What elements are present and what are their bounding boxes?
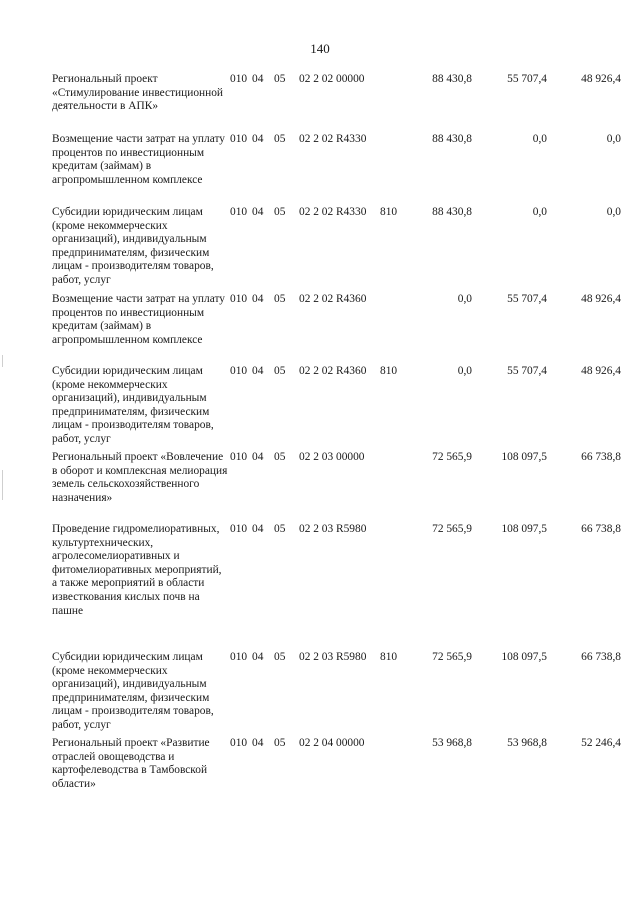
cell-glava: 010 (230, 133, 248, 145)
row-name: Региональный проект «Вовлечение в оборот и комплексная мелиорация земель сельскохозяйственного назначения» (52, 451, 228, 504)
cell-value-1: 88 430,8 (432, 133, 472, 145)
cell-csr: 02 2 02 R4330 (299, 206, 367, 218)
cell-pr: 05 (274, 133, 286, 145)
cell-value-3: 48 926,4 (581, 365, 621, 377)
cell-value-3: 66 738,8 (581, 651, 621, 663)
cell-value-1: 72 565,9 (432, 651, 472, 663)
cell-rz: 04 (252, 651, 264, 663)
margin-mark (2, 470, 3, 500)
cell-csr: 02 2 03 00000 (299, 451, 365, 463)
row-name: Возмещение части затрат на уплату процентов по инвестиционным кредитам (займам) в агропромышленном комплексе (52, 293, 225, 346)
row-name: Региональный проект «Стимулирование инвестиционной деятельности в АПК» (52, 73, 224, 113)
cell-value-2: 108 097,5 (501, 451, 547, 463)
cell-value-2: 108 097,5 (501, 651, 547, 663)
cell-pr: 05 (274, 523, 286, 535)
cell-vr: 810 (380, 365, 398, 377)
cell-value-1: 88 430,8 (432, 206, 472, 218)
cell-value-3: 66 738,8 (581, 523, 621, 535)
cell-rz: 04 (252, 451, 264, 463)
cell-csr: 02 2 04 00000 (299, 737, 365, 749)
cell-value-1: 0,0 (457, 365, 472, 377)
cell-rz: 04 (252, 293, 264, 305)
cell-value-3: 66 738,8 (581, 451, 621, 463)
cell-value-2: 0,0 (532, 133, 547, 145)
cell-vr: 810 (380, 206, 398, 218)
row-name: Проведение гидромелиоративных, культуртехнических, агролесомелиоративных и фитомелиоративных мероприятий, а также мероприятий в области известкования кислых почв на пашне (52, 523, 222, 617)
cell-csr: 02 2 03 R5980 (299, 523, 367, 535)
cell-csr: 02 2 02 R4330 (299, 133, 367, 145)
cell-vr: 810 (380, 651, 398, 663)
row-name: Субсидии юридическим лицам (кроме некоммерческих организаций), индивидуальным предпринимателям, физическим лицам - производителям товаров, работ, услуг (52, 365, 214, 445)
cell-glava: 010 (230, 73, 248, 85)
cell-rz: 04 (252, 73, 264, 85)
cell-glava: 010 (230, 451, 248, 463)
cell-pr: 05 (274, 451, 286, 463)
cell-value-1: 53 968,8 (432, 737, 472, 749)
cell-glava: 010 (230, 365, 248, 377)
cell-glava: 010 (230, 523, 248, 535)
cell-csr: 02 2 02 R4360 (299, 293, 367, 305)
cell-value-1: 88 430,8 (432, 73, 472, 85)
cell-csr: 02 2 02 00000 (299, 73, 365, 85)
cell-rz: 04 (252, 206, 264, 218)
cell-value-3: 0,0 (606, 206, 621, 218)
cell-pr: 05 (274, 651, 286, 663)
cell-value-3: 48 926,4 (581, 73, 621, 85)
cell-value-1: 72 565,9 (432, 451, 472, 463)
cell-value-2: 55 707,4 (507, 73, 547, 85)
cell-pr: 05 (274, 73, 286, 85)
page-number: 140 (310, 41, 330, 56)
cell-value-2: 53 968,8 (507, 737, 547, 749)
cell-pr: 05 (274, 737, 286, 749)
cell-glava: 010 (230, 293, 248, 305)
cell-csr: 02 2 02 R4360 (299, 365, 367, 377)
cell-rz: 04 (252, 737, 264, 749)
cell-pr: 05 (274, 293, 286, 305)
cell-value-3: 52 246,4 (581, 737, 621, 749)
cell-glava: 010 (230, 206, 248, 218)
row-name: Возмещение части затрат на уплату процентов по инвестиционным кредитам (займам) в агропромышленном комплексе (52, 133, 225, 186)
cell-value-3: 48 926,4 (581, 293, 621, 305)
cell-value-1: 0,0 (457, 293, 472, 305)
row-name: Субсидии юридическим лицам (кроме некоммерческих организаций), индивидуальным предпринимателям, физическим лицам - производителям товаров, работ, услуг (52, 651, 214, 731)
cell-csr: 02 2 03 R5980 (299, 651, 367, 663)
cell-pr: 05 (274, 365, 286, 377)
row-name: Субсидии юридическим лицам (кроме некоммерческих организаций), индивидуальным предпринимателям, физическим лицам - производителям товаров, работ, услуг (52, 206, 214, 286)
cell-value-2: 55 707,4 (507, 365, 547, 377)
cell-rz: 04 (252, 365, 264, 377)
cell-rz: 04 (252, 523, 264, 535)
cell-glava: 010 (230, 651, 248, 663)
cell-value-3: 0,0 (606, 133, 621, 145)
row-name: Региональный проект «Развитие отраслей овощеводства и картофелеводства в Тамбовской области» (52, 737, 210, 790)
margin-mark (2, 355, 3, 367)
cell-value-1: 72 565,9 (432, 523, 472, 535)
cell-value-2: 108 097,5 (501, 523, 547, 535)
cell-rz: 04 (252, 133, 264, 145)
cell-pr: 05 (274, 206, 286, 218)
cell-value-2: 55 707,4 (507, 293, 547, 305)
cell-glava: 010 (230, 737, 248, 749)
cell-value-2: 0,0 (532, 206, 547, 218)
